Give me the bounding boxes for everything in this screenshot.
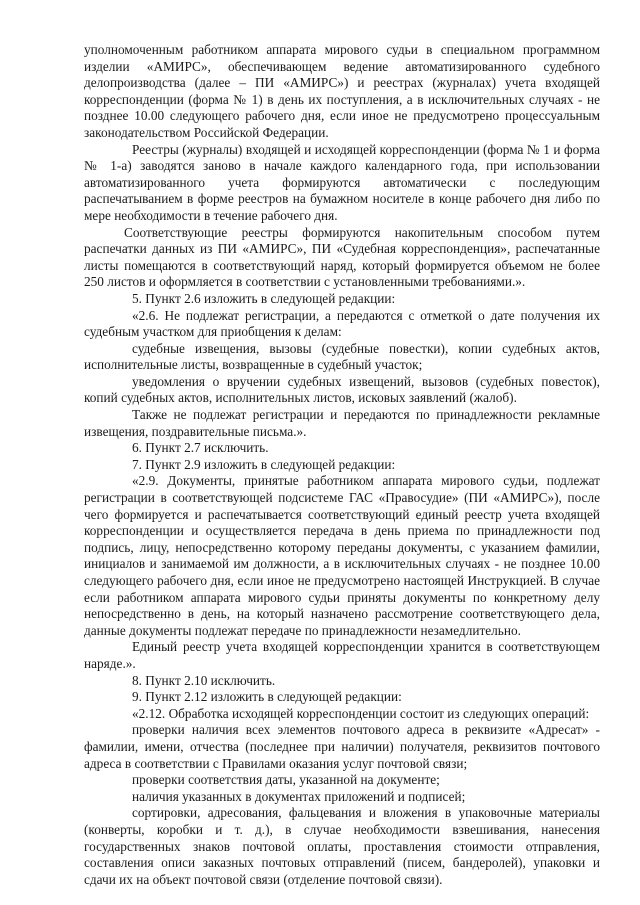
paragraph-notices: судебные извещения, вызовы (судебные повестки), копии судебных актов, исполнительные листы, возвращенные в судебный участок; — [84, 340, 600, 373]
document-page — [84, 42, 600, 888]
paragraph-clause-2-12: «2.12. Обработка исходящей корреспонденции состоит из следующих операций: — [132, 705, 590, 721]
paragraph-item-9: 9. Пункт 2.12 изложить в следующей редакции: — [132, 689, 402, 705]
paragraph-clause-2-6: «2.6. Не подлежат регистрации, а передаются с отметкой о дате получения их судебным участком для приобщения к делам: — [84, 307, 600, 340]
paragraph-accumulation: Соответствующие реестры формируются накопительным способом путем распечатки данных из ПИ «АМИРС», ПИ «Судебная корреспонденция», распечатанные листы помещаются в соответствующий наряд, который формируется объемом не более 250 листов и оформляется в соответствии с установленными требованиями.». — [84, 224, 600, 290]
paragraph-continuation: уполномоченным работником аппарата мирового судьи в специальном программном изделии «АМИРС», обеспечивающем ведение автоматизированного судебного делопроизводства (далее – ПИ «АМИРС») и реестрах (журналах) учета входящей корреспонденции (форма № 1) в день их поступления, а в исключительных случаях - не позднее 10.00 следующего рабочего дня, если иное не предусмотрено процессуальным законодательством Российской Федерации. — [84, 42, 600, 140]
paragraph-advertising: Также не подлежат регистрации и передаются по принадлежности рекламные извещения, поздравительные письма.». — [84, 407, 600, 439]
paragraph-item-8: 8. Пункт 2.10 исключить. — [132, 672, 276, 688]
paragraph-item-7: 7. Пункт 2.9 изложить в следующей редакции: — [132, 456, 396, 472]
paragraph-item-5: 5. Пункт 2.6 изложить в следующей редакции: — [132, 290, 396, 306]
paragraph-clause-2-9: «2.9. Документы, принятые работником аппарата мирового судьи, подлежат регистрации в соответствующей подсистеме ГАС «Правосудие» (ПИ «АМИРС»), после чего формируется и распечатывается соответствующий единый реестр учета входящей корреспонденции и осуществляется передача в день приема по принадлежности под подпись, лицу, непосредственно которому переданы документы, с указанием фамилии, инициалов и занимаемой им должности, а в исключительных случаях - не позднее 10.00 следующего рабочего дня, если иное не предусмотрено настоящей Инструкцией. В случае если работником аппарата мирового судьи приняты документы по конкретному делу непосредственно в день, на который назначено рассмотрение соответствующего дела, данные документы подлежат передаче по принадлежности незамедлительно. — [84, 473, 600, 638]
paragraph-date-check: проверки соответствия даты, указанной на документе; — [132, 772, 440, 788]
paragraph-address-check: проверки наличия всех элементов почтового адреса в реквизите «Адресат» - фамилии, имени, отчества (последнее при наличии) получателя, реквизитов почтового адреса в соответствии с Правилами оказания услуг почтовой связи; — [84, 722, 600, 771]
paragraph-item-6: 6. Пункт 2.7 исключить. — [132, 440, 269, 456]
paragraph-delivery-notices: уведомления о вручении судебных извещений, вызовов (судебных повесток), копий судебных актов, исполнительных листов, исковых заявлений (жалоб). — [84, 373, 600, 406]
paragraph-attachments: наличия указанных в документах приложений и подписей; — [132, 788, 466, 804]
paragraph-registers: Реестры (журналы) входящей и исходящей корреспонденции (форма № 1 и форма № 1-а) заводятся заново в начале каждого календарного года, при использовании автоматизированного учета формируются автоматически с последующим распечатыванием в форме реестров на бумажном носителе в конце рабочего дня либо по мере необходимости в течение рабочего дня. — [84, 141, 600, 223]
paragraph-sorting: сортировки, адресования, фальцевания и вложения в упаковочные материалы (конверты, коробки и т. д.), в случае необходимости взвешивания, нанесения государственных знаков почтовой оплаты, проставления стоимости отправления, составления описи заказных почтовых отправлений (писем, бандеролей), упаковки и сдачи их на объект почтовой связи (отделение почтовой связи). — [84, 805, 600, 887]
paragraph-single-register: Единый реестр учета входящей корреспонденции хранится в соответствующем наряде.». — [84, 639, 600, 671]
